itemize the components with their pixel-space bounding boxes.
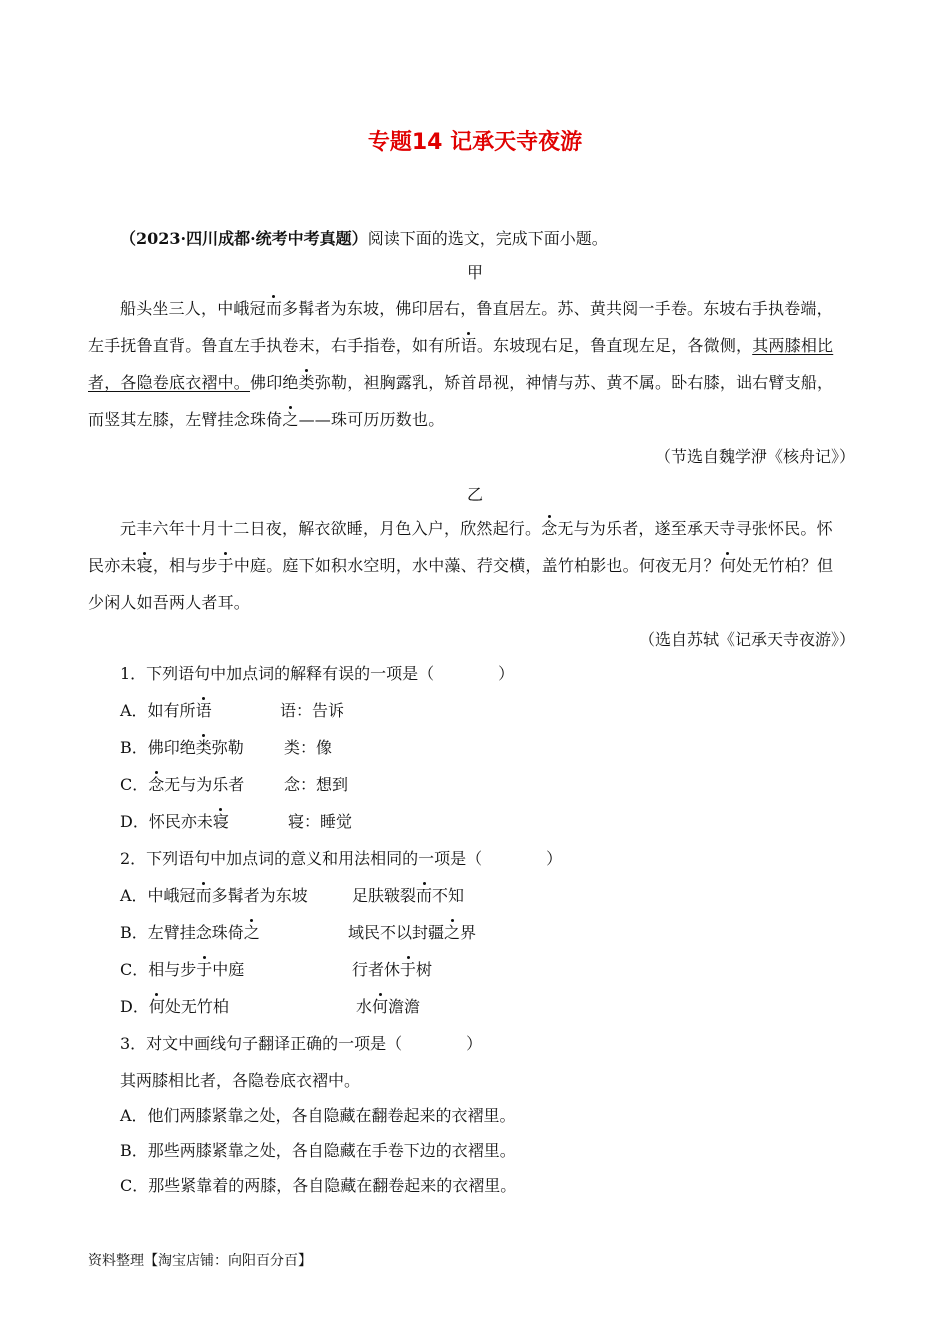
footer-note: 资料整理【淘宝店铺：向阳百分百】 bbox=[88, 1253, 312, 1269]
page-title: 专题14 记承天寺夜游 bbox=[367, 130, 583, 155]
q3-option-c: C．那些紧靠着的两膝，各自隐藏在翻卷起来的衣褶里。 bbox=[120, 1176, 517, 1195]
passage-jia-line-2: 左手抚鲁直背。鲁直左手执卷末，右手指卷，如有所语。东坡现右足，鲁直现左足，各微侧，其两膝相比 bbox=[88, 336, 834, 355]
passage-jia-line-4: 而竖其左膝，左臂挂念珠倚之——珠可历历数也。 bbox=[88, 410, 445, 429]
q3-option-b: B．那些两膝紧靠之处，各自隐藏在手卷下边的衣褶里。 bbox=[120, 1141, 516, 1160]
dotted-word: 何 bbox=[719, 556, 737, 575]
dotted-word: 之 bbox=[282, 410, 299, 429]
dotted-word: 念 bbox=[148, 775, 165, 794]
dotted-word: 之 bbox=[243, 923, 260, 942]
passage-yi-source: （选自苏轼《记承天寺夜游》） bbox=[638, 630, 855, 649]
q2-option-d: D．何处无竹柏 bbox=[120, 997, 229, 1016]
underlined-sentence: 其两膝相比 bbox=[752, 336, 834, 355]
dotted-word: 而 bbox=[265, 299, 283, 318]
q1-option-b-gloss: 类：像 bbox=[284, 738, 333, 757]
q1-option-b: B．佛印绝类弥勒 bbox=[120, 738, 244, 757]
dotted-word: 之 bbox=[444, 923, 461, 942]
passage-yi-line-2: 民亦未寝，相与步于中庭。庭下如积水空明，水中藻、荇交横，盖竹柏影也。何夜无月？何处无竹柏？但 bbox=[88, 556, 834, 575]
dotted-word: 类 bbox=[298, 373, 315, 392]
q3-option-a: A．他们两膝紧靠之处，各自隐藏在翻卷起来的衣褶里。 bbox=[120, 1106, 516, 1125]
q1-option-a: A．如有所语 bbox=[120, 701, 212, 720]
question-1-stem: 1．下列语句中加点词的解释有误的一项是（ ） bbox=[120, 664, 515, 683]
passage-jia-source: （节选自魏学洢《核舟记》） bbox=[654, 447, 855, 466]
dotted-word: 念 bbox=[541, 519, 558, 538]
q1-option-d-gloss: 寝：睡觉 bbox=[288, 812, 353, 831]
q1-option-c-gloss: 念：想到 bbox=[284, 775, 349, 794]
dotted-word: 语 bbox=[195, 701, 212, 720]
q2-option-b-compare: 域民不以封疆之界 bbox=[348, 923, 477, 942]
dotted-word: 何 bbox=[372, 997, 389, 1016]
passage-yi-line-3: 少闲人如吾两人者耳。 bbox=[88, 593, 251, 612]
q3-sentence: 其两膝相比者，各隐卷底衣褶中。 bbox=[120, 1071, 361, 1090]
q2-option-a-compare: 足肤皲裂而不知 bbox=[352, 886, 465, 905]
question-source: （2023·四川成都·统考中考真题） bbox=[120, 229, 368, 248]
dotted-word: 何 bbox=[148, 997, 165, 1016]
instruction: 阅读下面的选文，完成下面小题。 bbox=[367, 229, 608, 248]
q2-option-a: A．中峨冠而多髯者为东坡 bbox=[120, 886, 308, 905]
dotted-word: 而 bbox=[195, 886, 212, 905]
dotted-word: 于 bbox=[196, 960, 213, 979]
q2-option-c: C．相与步于中庭 bbox=[120, 960, 245, 979]
question-2-stem: 2．下列语句中加点词的意义和用法相同的一项是（ ） bbox=[120, 849, 563, 868]
dotted-word: 而 bbox=[416, 886, 433, 905]
dotted-word: 于 bbox=[400, 960, 417, 979]
dotted-word: 类 bbox=[195, 738, 212, 757]
q1-option-c: C．念无与为乐者 bbox=[120, 775, 245, 794]
dotted-word: 寝 bbox=[136, 556, 153, 575]
passage-jia-line-3: 者，各隐卷底衣褶中。佛印绝类弥勒，袒胸露乳，矫首昂视，神情与苏、黄不属。卧右膝，诎右臂支船， bbox=[88, 373, 834, 392]
intro-line bbox=[120, 228, 608, 250]
passage-yi-line-1: 元丰六年十月十二日夜，解衣欲睡，月色入户，欣然起行。念无与为乐者，遂至承天寺寻张怀民。怀 bbox=[120, 519, 833, 538]
question-3-stem: 3．对文中画线句子翻译正确的一项是（ ） bbox=[120, 1034, 483, 1053]
q1-option-a-gloss: 语：告诉 bbox=[280, 701, 345, 720]
dotted-word: 于 bbox=[217, 556, 234, 575]
q1-option-d: D．怀民亦未寝 bbox=[120, 812, 229, 831]
passage-jia-label: 甲 bbox=[466, 263, 483, 282]
q2-option-c-compare: 行者休于树 bbox=[352, 960, 433, 979]
passage-jia-line-1: 船头坐三人，中峨冠而多髯者为东坡，佛印居右，鲁直居左。苏、黄共阅一手卷。东坡右手执卷端， bbox=[120, 299, 833, 318]
underlined-sentence-end: 者，各隐卷底衣褶中。 bbox=[88, 373, 251, 392]
passage-yi-label: 乙 bbox=[466, 485, 483, 504]
dotted-word: 寝 bbox=[212, 812, 229, 831]
q2-option-b: B．左臂挂念珠倚之 bbox=[120, 923, 260, 942]
dotted-word: 语 bbox=[460, 336, 477, 355]
q2-option-d-compare: 水何澹澹 bbox=[356, 997, 421, 1016]
